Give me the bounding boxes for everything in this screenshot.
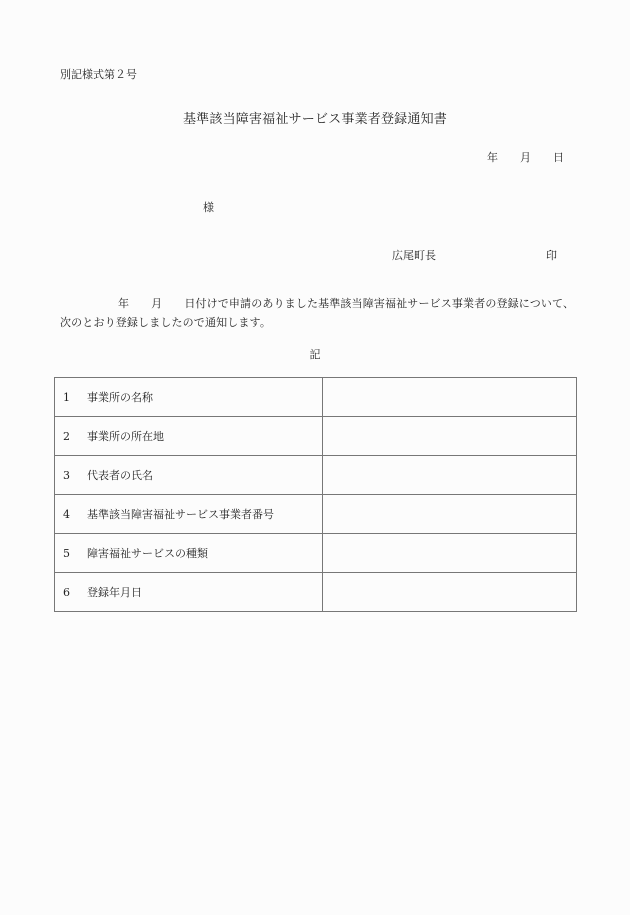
item-value-cell[interactable]: [323, 534, 577, 573]
item-label: 登録年月日: [87, 586, 142, 599]
item-number: 1: [63, 391, 70, 404]
item-number: 2: [63, 430, 70, 443]
body-text: 日付けで申請のありました基準該当障害福祉サービス事業者の登録について、次のとおり登録しましたので通知します。: [60, 297, 575, 329]
item-label: 基準該当障害福祉サービス事業者番号: [87, 508, 274, 521]
item-label-cell: [55, 573, 323, 612]
ki-heading: 記: [309, 348, 321, 361]
item-number: 3: [63, 469, 70, 482]
document-title: 基準該当障害福祉サービス事業者登録通知書: [182, 112, 447, 127]
item-label-cell: [55, 456, 323, 495]
item-label: 代表者の氏名: [87, 469, 153, 482]
table-row: [55, 378, 577, 417]
date-day: 日: [553, 151, 564, 164]
body-month: 月: [151, 297, 163, 310]
date-year: 年: [487, 151, 498, 164]
issuer-name: 広尾町長: [392, 249, 436, 262]
notice-body: [60, 294, 580, 332]
table-row: [55, 456, 577, 495]
item-label-cell: [55, 495, 323, 534]
item-label: 事業所の名称: [87, 391, 153, 404]
item-label-cell: [55, 417, 323, 456]
form-number: 別記様式第２号: [60, 68, 137, 81]
item-number: 4: [63, 508, 70, 521]
registration-items-table: [54, 377, 577, 612]
body-year: 年: [118, 297, 130, 310]
date-line: [487, 149, 564, 165]
item-label-cell: [55, 378, 323, 417]
item-value-cell[interactable]: [323, 495, 577, 534]
item-number: 6: [63, 586, 70, 599]
item-label: 障害福祉サービスの種類: [87, 547, 208, 560]
item-value-cell[interactable]: [323, 456, 577, 495]
seal-mark: 印: [546, 249, 557, 262]
table-row: [55, 417, 577, 456]
table-row: [55, 495, 577, 534]
table-row: [55, 534, 577, 573]
date-month: 月: [520, 151, 531, 164]
item-value-cell[interactable]: [323, 378, 577, 417]
item-label: 事業所の所在地: [87, 430, 164, 443]
addressee-suffix: 様: [203, 201, 214, 214]
item-value-cell[interactable]: [323, 417, 577, 456]
item-number: 5: [63, 547, 70, 560]
item-label-cell: [55, 534, 323, 573]
table-row: [55, 573, 577, 612]
item-value-cell[interactable]: [323, 573, 577, 612]
